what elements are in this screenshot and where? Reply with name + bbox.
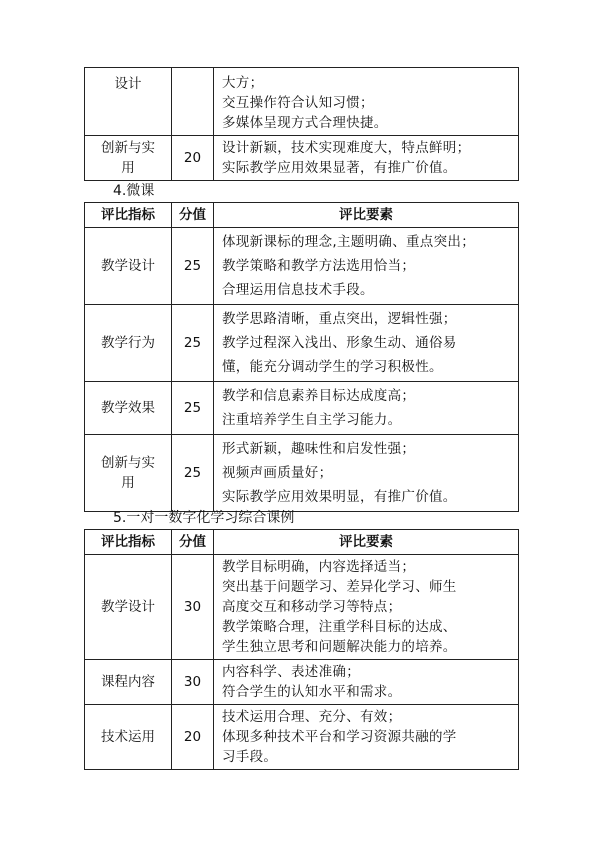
criterion-requirements (214, 660, 519, 705)
requirement-line: 懂，能充分调动学生的学习积极性。 (222, 359, 443, 375)
requirement-line: 教学和信息素养目标达成度高； (222, 388, 416, 404)
criterion-score: 25 (172, 382, 214, 435)
criterion-requirements (214, 705, 519, 770)
header-criterion: 评比指标 (85, 530, 172, 555)
requirement-line: 技术运用合理、充分、有效； (222, 709, 402, 725)
criterion-score: 20 (172, 136, 214, 181)
requirement-line: 形式新颖，趣味性和启发性强； (222, 441, 416, 457)
requirement-line: 教学思路清晰，重点突出，逻辑性强； (222, 311, 457, 327)
requirement-line: 大方； (222, 75, 264, 91)
criterion-score: 20 (172, 705, 214, 770)
criterion-score: 25 (172, 435, 214, 512)
criterion-name: 教学效果 (85, 382, 172, 435)
criterion-name: 课程内容 (85, 660, 172, 705)
table-row (85, 660, 519, 705)
criterion-score: 30 (172, 555, 214, 660)
requirement-line: 突出基于问题学习、差异化学习、师生 (222, 579, 457, 595)
requirement-line: 学生独立思考和问题解决能力的培养。 (222, 639, 457, 655)
table-row (85, 305, 519, 382)
requirement-line: 实际教学应用效果明显，有推广价值。 (222, 489, 457, 505)
criterion-name: 教学设计 (85, 555, 172, 660)
requirement-line: 教学策略和教学方法选用恰当； (222, 258, 416, 274)
section-title-microlesson: 4.微课 (113, 183, 155, 199)
requirement-line: 合理运用信息技术手段。 (222, 282, 374, 298)
criterion-score (172, 68, 214, 136)
requirement-line: 教学目标明确，内容选择适当； (222, 559, 416, 575)
header-score: 分值 (172, 203, 214, 228)
requirement-line: 多媒体呈现方式合理快捷。 (222, 115, 388, 131)
requirement-line: 内容科学、表述准确； (222, 664, 360, 680)
requirement-line: 视频声画质量好； (222, 465, 333, 481)
microlesson-table (84, 202, 519, 512)
criterion-requirements (214, 435, 519, 512)
table-row (85, 136, 519, 181)
table-row (85, 382, 519, 435)
criterion-requirements (214, 555, 519, 660)
requirement-line: 教学过程深入浅出、形象生动、通俗易 (222, 335, 457, 351)
requirement-line: 体现新课标的理念,主题明确、重点突出； (222, 234, 475, 250)
criterion-name: 创新与实用 (85, 435, 172, 512)
table-row (85, 555, 519, 660)
table-header-row (85, 530, 519, 555)
requirement-line: 习手段。 (222, 749, 278, 765)
criterion-requirements (214, 305, 519, 382)
requirement-line: 教学策略合理，注重学科目标的达成、 (222, 619, 457, 635)
header-criterion: 评比指标 (85, 203, 172, 228)
table-header-row (85, 203, 519, 228)
criterion-name: 技术运用 (85, 705, 172, 770)
one-to-one-table (84, 529, 519, 770)
criterion-name: 设计 (85, 68, 172, 136)
header-requirements: 评比要素 (214, 530, 519, 555)
requirement-line: 注重培养学生自主学习能力。 (222, 412, 402, 428)
criterion-score: 25 (172, 305, 214, 382)
criterion-requirements (214, 228, 519, 305)
criterion-score: 25 (172, 228, 214, 305)
requirement-line: 交互操作符合认知习惯； (222, 95, 374, 111)
table-row (85, 68, 519, 136)
requirement-line: 高度交互和移动学习等特点； (222, 599, 402, 615)
criterion-name: 教学行为 (85, 305, 172, 382)
requirement-line: 设计新颖，技术实现难度大，特点鲜明； (222, 140, 471, 156)
table-row (85, 705, 519, 770)
criterion-requirements (214, 382, 519, 435)
table-row (85, 228, 519, 305)
table-row (85, 435, 519, 512)
continuation-table (84, 67, 519, 181)
section-title-one-to-one: 5.一对一数字化学习综合课例 (113, 510, 295, 526)
requirement-line: 体现多种技术平台和学习资源共融的学 (222, 729, 457, 745)
criterion-requirements (214, 136, 519, 181)
criterion-requirements (214, 68, 519, 136)
header-score: 分值 (172, 530, 214, 555)
header-requirements: 评比要素 (214, 203, 519, 228)
criterion-score: 30 (172, 660, 214, 705)
requirement-line: 符合学生的认知水平和需求。 (222, 684, 402, 700)
criterion-name: 教学设计 (85, 228, 172, 305)
criterion-name: 创新与实用 (85, 136, 172, 181)
requirement-line: 实际教学应用效果显著，有推广价值。 (222, 160, 457, 176)
